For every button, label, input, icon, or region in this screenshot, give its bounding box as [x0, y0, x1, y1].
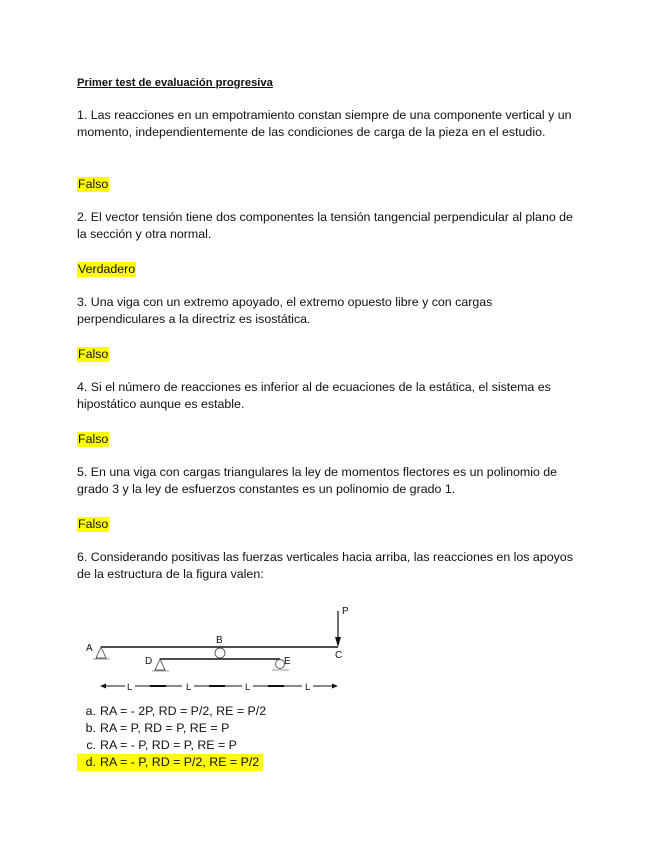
- label-b: B: [216, 635, 223, 646]
- label-a: A: [86, 643, 93, 654]
- option-text: RA = - 2P, RD = P/2, RE = P/2: [100, 704, 267, 718]
- answer-1: Falso: [78, 177, 109, 191]
- label-c: C: [335, 650, 343, 661]
- option-text: RA = - P, RD = P/2, RE = P/2: [100, 755, 260, 769]
- option-letter: c.: [86, 738, 96, 752]
- support-a-icon: [93, 647, 110, 659]
- dimension-arrow-left-icon: [100, 684, 106, 689]
- answer-options: [77, 703, 337, 771]
- option-text: RA = P, RD = P, RE = P: [100, 721, 230, 735]
- span-label-3: L: [245, 682, 251, 693]
- option-a: [77, 703, 337, 720]
- question-3: 3. Una viga con un extremo apoyado, el extremo opuesto libre y con cargas perpendiculares a la directriz es isostática.: [77, 295, 493, 326]
- span-label-2: L: [186, 682, 192, 693]
- option-letter: d.: [85, 755, 96, 769]
- question-1: 1. Las reacciones en un empotramiento constan siempre de una componente vertical y un momento, independientemente de las condiciones de carga de la pieza en el estudio.: [77, 108, 572, 139]
- answer-5: Falso: [78, 517, 109, 531]
- span-label-4: L: [305, 682, 311, 693]
- answer-3: Falso: [78, 347, 109, 361]
- question-6: 6. Considerando positivas las fuerzas verticales hacia arriba, las reacciones en los apoyos de la estructura de la figura valen:: [77, 550, 573, 581]
- span-label-1: L: [127, 682, 133, 693]
- option-text: RA = - P, RD = P, RE = P: [100, 738, 237, 752]
- label-e: E: [284, 656, 291, 667]
- document-title: Primer test de evaluación progresiva: [77, 77, 273, 89]
- option-letter: a.: [85, 704, 96, 718]
- answer-4: Falso: [78, 432, 109, 446]
- label-d: D: [145, 656, 153, 667]
- load-arrow-icon: [335, 611, 341, 647]
- option-b: [77, 720, 337, 737]
- dimension-arrow-right-icon: [332, 684, 338, 689]
- label-p: P: [342, 606, 349, 617]
- option-c: [77, 737, 337, 754]
- question-2: 2. El vector tensión tiene dos componentes la tensión tangencial perpendicular al plano de la sección y otra normal.: [77, 210, 573, 241]
- answer-2: Verdadero: [78, 262, 136, 276]
- support-d-icon: [152, 659, 169, 671]
- question-4: 4. Si el número de reacciones es inferior al de ecuaciones de la estática, el sistema es hipostático aunque es estable.: [77, 380, 551, 411]
- option-letter: b.: [85, 721, 96, 735]
- question-5: 5. En una viga con cargas triangulares la ley de momentos flectores es un polinomio de grado 3 y la ley de esfuerzos constantes es un polinomio de grado 1.: [77, 465, 558, 496]
- option-d-correct: [77, 754, 263, 771]
- roller-b-icon: [215, 648, 225, 658]
